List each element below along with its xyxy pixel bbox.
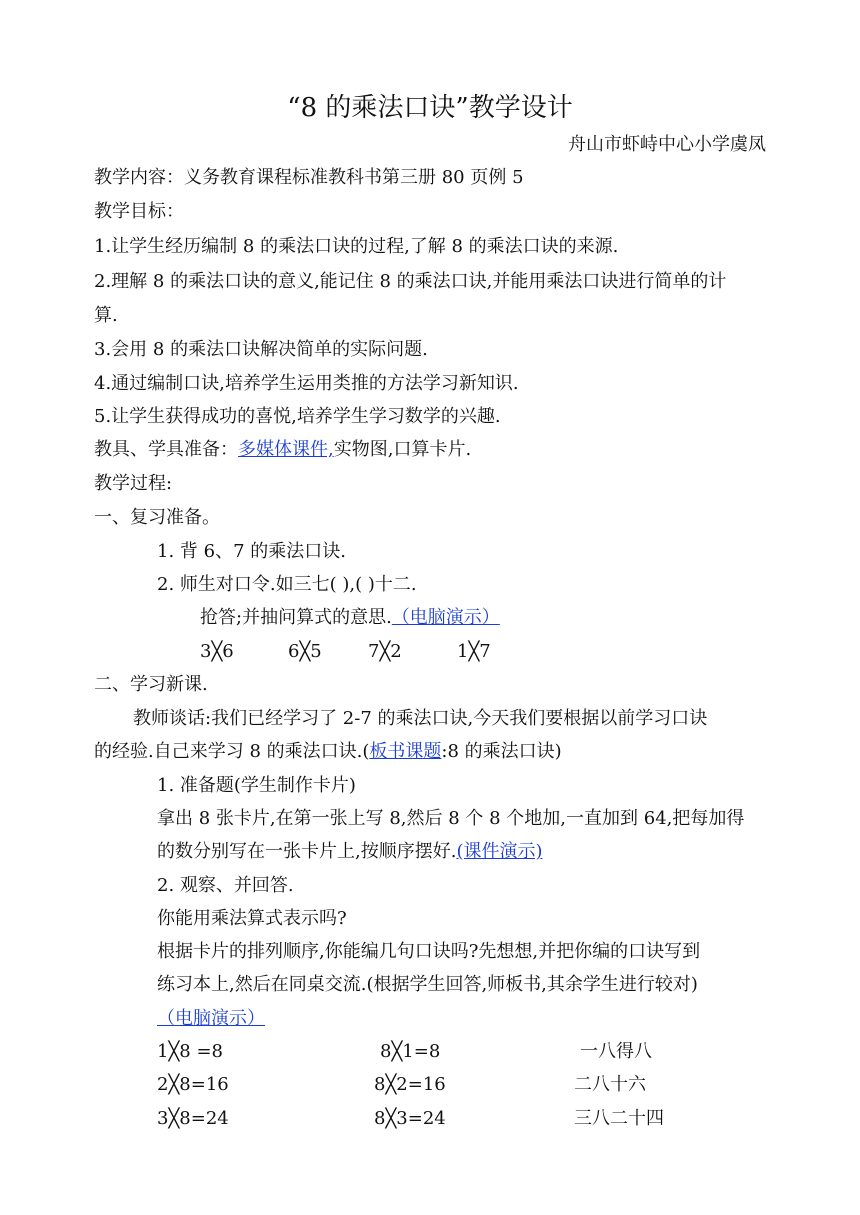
question-1: 你能用乘法算式表示吗? xyxy=(157,908,347,929)
quick-answer-line xyxy=(200,606,500,630)
computer-demo-link-1[interactable]: （电脑演示） xyxy=(391,607,500,628)
exercise-1: 3╳6 xyxy=(200,641,234,662)
question-2-line-2: 练习本上,然后在同桌交流.(根据学生回答,师板书,其余学生进行较对) xyxy=(157,974,698,995)
table-cell: 1╳8 =8 xyxy=(157,1041,223,1062)
quick-answer-text: 抢答;并抽问算式的意思. xyxy=(200,607,392,628)
talk-line-2-suffix: :8 的乘法口诀) xyxy=(441,741,562,762)
goal-3: 3.会用 8 的乘法口诀解决简单的实际问题. xyxy=(94,339,428,360)
exercise-2: 6╳5 xyxy=(288,641,322,662)
table-cell: 二八十六 xyxy=(574,1074,646,1095)
process-heading: 教学过程: xyxy=(94,473,173,494)
multimedia-link[interactable]: 多媒体课件, xyxy=(238,439,334,460)
table-cell: 8╳3=24 xyxy=(374,1108,446,1129)
goal-5: 5.让学生获得成功的喜悦,培养学生学习数学的兴趣. xyxy=(94,406,501,427)
cards-line-2 xyxy=(157,840,543,864)
talk-line-2 xyxy=(94,740,562,764)
document-title: “8 的乘法口诀”教学设计 xyxy=(287,93,573,123)
exercise-4: 1╳7 xyxy=(457,641,491,662)
content-line: 教学内容：义务教育课程标准教科书第三册 80 页例 5 xyxy=(94,167,524,188)
talk-line-1: 教师谈话:我们已经学习了 2-7 的乘法口诀,今天我们要根据以前学习口诀 xyxy=(133,708,708,729)
tools-suffix: 实物图,口算卡片. xyxy=(333,439,472,460)
exercise-3: 7╳2 xyxy=(368,641,402,662)
new-item-1: 1. 准备题(学生制作卡片) xyxy=(157,775,356,796)
table-cell: 8╳2=16 xyxy=(374,1074,446,1095)
courseware-demo-link[interactable]: (课件演示) xyxy=(456,841,543,862)
tools-line xyxy=(94,438,471,462)
demo-link-line xyxy=(157,1007,265,1031)
table-cell: 8╳1=8 xyxy=(380,1041,441,1062)
goal-2: 2.理解 8 的乘法口诀的意义,能记住 8 的乘法口诀,并能用乘法口诀进行简单的计 xyxy=(94,271,727,292)
table-cell: 3╳8=24 xyxy=(157,1108,229,1129)
goals-heading: 教学目标： xyxy=(94,201,184,222)
section-2-heading: 二、学习新课. xyxy=(94,674,208,695)
board-title-link[interactable]: 板书课题 xyxy=(369,741,442,762)
goal-2-cont: 算. xyxy=(94,305,118,326)
goal-4: 4.通过编制口诀,培养学生运用类推的方法学习新知识. xyxy=(94,373,519,394)
cards-line-1: 拿出 8 张卡片,在第一张上写 8,然后 8 个 8 个地加,一直加到 64,把每加得 xyxy=(157,808,745,829)
question-2-line-1: 根据卡片的排列顺序,你能编几句口诀吗?先想想,并把你编的口诀写到 xyxy=(157,941,701,962)
new-item-2: 2. 观察、并回答. xyxy=(157,875,294,896)
table-cell: 三八二十四 xyxy=(574,1108,664,1129)
table-cell: 一八得八 xyxy=(580,1041,652,1062)
section-1-heading: 一、复习准备。 xyxy=(94,507,220,528)
review-item-1: 1. 背 6、7 的乘法口诀. xyxy=(157,541,346,562)
review-item-2: 2. 师生对口令.如三七( ),( )十二. xyxy=(157,574,417,595)
tools-prefix: 教具、学具准备： xyxy=(94,439,238,460)
goal-1: 1.让学生经历编制 8 的乘法口诀的过程,了解 8 的乘法口诀的来源. xyxy=(94,236,619,257)
table-cell: 2╳8=16 xyxy=(157,1074,229,1095)
computer-demo-link-2[interactable]: （电脑演示） xyxy=(157,1008,265,1029)
cards-line-2-prefix: 的数分别写在一张卡片上,按顺序摆好. xyxy=(157,841,457,862)
author-line: 舟山市虾峙中心小学虞凤 xyxy=(568,134,766,155)
talk-line-2-prefix: 的经验.自己来学习 8 的乘法口诀.( xyxy=(94,741,370,762)
